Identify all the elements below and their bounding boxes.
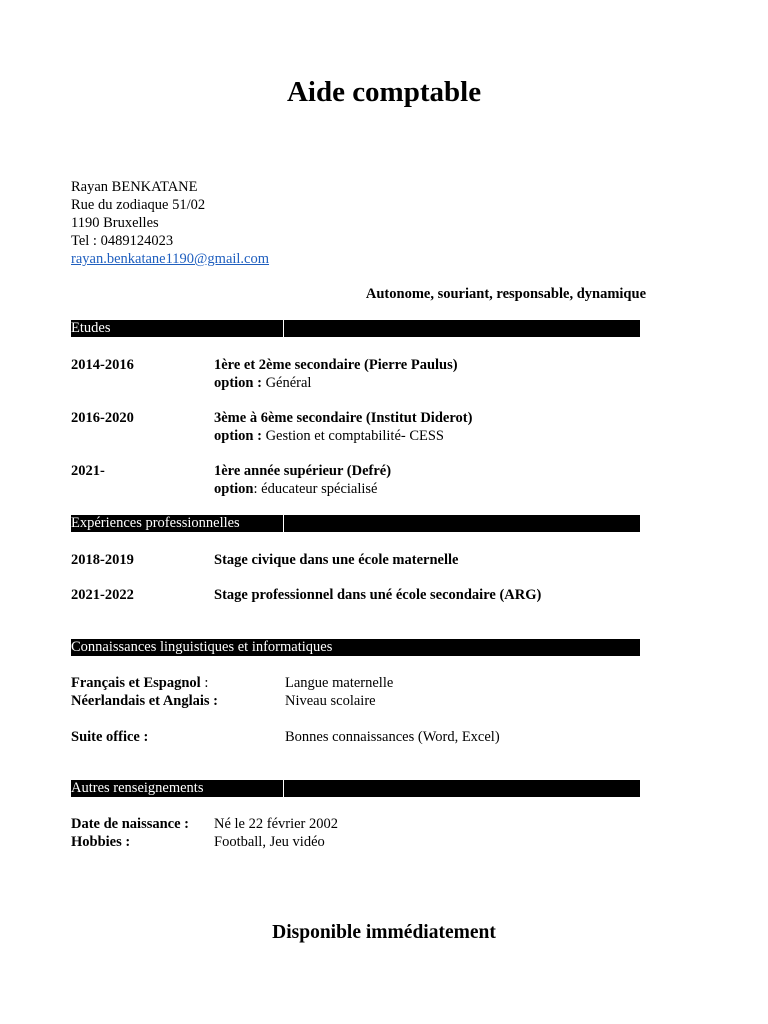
langue-value: Bonnes connaissances (Word, Excel): [285, 729, 500, 745]
experience-years: 2018-2019: [71, 552, 134, 568]
section-title: Autres renseignements: [71, 780, 204, 796]
option-value: : éducateur spécialisé: [253, 481, 378, 497]
langue-value: Niveau scolaire: [285, 693, 376, 709]
contact-city: 1190 Bruxelles: [71, 215, 159, 231]
experience-years: 2021-2022: [71, 587, 134, 603]
section-header-experiences: [71, 515, 640, 532]
etudes-years: 2016-2020: [71, 410, 134, 426]
section-title: Expériences professionnelles: [71, 515, 240, 531]
experience-title: Stage civique dans une école maternelle: [214, 552, 459, 568]
section-divider: [283, 515, 284, 532]
option-label: option :: [214, 428, 262, 444]
section-header-autres: [71, 780, 640, 797]
section-header-langues: [71, 639, 640, 656]
section-title: Etudes: [71, 320, 111, 336]
section-divider: [283, 320, 284, 337]
option-label: option :: [214, 375, 262, 391]
etudes-years: 2021-: [71, 463, 105, 479]
langue-label: Français et Espagnol :: [71, 675, 209, 691]
autres-label: Date de naissance :: [71, 816, 190, 832]
section-divider: [283, 780, 284, 797]
autres-value: Né le 22 février 2002: [214, 816, 339, 832]
contact-street: Rue du zodiaque 51/02: [71, 197, 206, 213]
etudes-title: 1ère année supérieur (Defré): [214, 463, 392, 479]
etudes-option: [214, 480, 391, 498]
etudes-option: [214, 427, 472, 445]
autres-label: Hobbies :: [71, 834, 131, 850]
section-header-etudes: [71, 320, 640, 337]
langue-label: Néerlandais et Anglais :: [71, 693, 219, 709]
email-link[interactable]: rayan.benkatane1190@gmail.com: [71, 251, 270, 267]
tagline: Autonome, souriant, responsable, dynamique: [365, 286, 646, 302]
etudes-details: [214, 409, 472, 445]
page-title: Aide comptable: [286, 76, 482, 108]
contact-block: [71, 178, 269, 268]
langue-value: Langue maternelle: [285, 675, 394, 691]
section-title: Connaissances linguistiques et informatiques: [71, 639, 333, 655]
etudes-details: [214, 356, 458, 392]
langue-label: Suite office :: [71, 729, 149, 745]
experience-title: Stage professionnel dans uné école secondaire (ARG): [214, 587, 542, 603]
option-label: option: [214, 481, 254, 497]
etudes-option: [214, 374, 458, 392]
option-value: Général: [261, 375, 312, 391]
etudes-years: 2014-2016: [71, 357, 134, 373]
contact-name: Rayan BENKATANE: [71, 179, 198, 195]
etudes-title: 1ère et 2ème secondaire (Pierre Paulus): [214, 357, 458, 373]
autres-value: Football, Jeu vidéo: [214, 834, 325, 850]
etudes-details: [214, 462, 391, 498]
option-value: Gestion et comptabilité- CESS: [261, 428, 444, 444]
etudes-title: 3ème à 6ème secondaire (Institut Diderot): [214, 410, 473, 426]
contact-phone: Tel : 0489124023: [71, 233, 174, 249]
availability-note: Disponible immédiatement: [272, 922, 496, 943]
